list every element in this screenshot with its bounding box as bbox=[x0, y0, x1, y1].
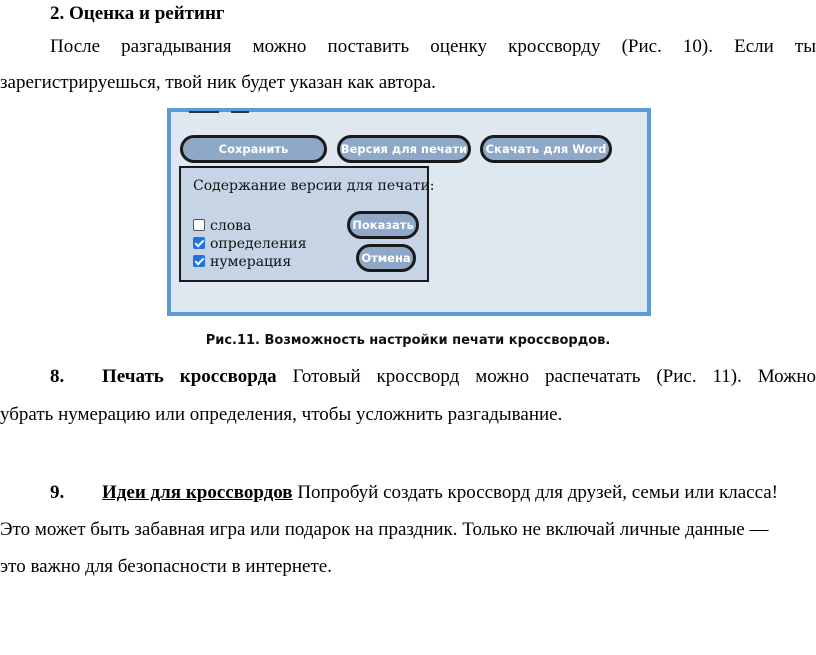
checkbox-words[interactable] bbox=[193, 219, 205, 231]
item-8-title: Печать кроссворда bbox=[102, 366, 277, 387]
option-label: определения bbox=[210, 236, 307, 252]
item-9-rest: Попробуй создать кроссворд для друзей, семьи или класса! bbox=[297, 482, 778, 503]
item-8-number: 8. bbox=[50, 366, 65, 387]
item-9-text bbox=[102, 482, 778, 504]
print-settings-screenshot bbox=[167, 108, 651, 316]
option-numbering[interactable] bbox=[193, 254, 291, 270]
intro-line-1: После разгадывания можно поставить оценку кроссворду (Рис. 10). Если ты bbox=[50, 36, 816, 57]
cropped-line bbox=[231, 111, 249, 113]
option-label: нумерация bbox=[210, 254, 292, 270]
download-word-button[interactable]: Скачать для Word bbox=[480, 135, 612, 163]
intro-line-2: зарегистрируешься, твой ник будет указан как автора. bbox=[0, 72, 436, 93]
item-8-line-2: убрать нумерацию или определения, чтобы усложнить разгадывание. bbox=[0, 404, 563, 425]
item-9-line-2: Это может быть забавная игра или подарок на праздник. Только не включай личные данные — bbox=[0, 519, 769, 540]
section-heading: 2. Оценка и рейтинг bbox=[50, 3, 225, 24]
item-8-rest: Готовый кроссворд можно распечатать (Рис. 11). Можно bbox=[292, 366, 816, 387]
show-button[interactable]: Показать bbox=[347, 211, 419, 239]
cropped-line bbox=[189, 111, 219, 113]
option-definitions[interactable] bbox=[193, 236, 307, 252]
item-9-number: 9. bbox=[50, 482, 65, 503]
cancel-button[interactable]: Отмена bbox=[356, 244, 416, 272]
print-options-panel bbox=[179, 166, 435, 282]
panel-title: Содержание версии для печати: bbox=[193, 178, 435, 194]
save-crossword-button[interactable]: Сохранить bbox=[180, 135, 327, 163]
option-label: слова bbox=[210, 218, 252, 234]
item-8-text bbox=[102, 366, 816, 388]
item-9-title: Идеи для кроссвордов bbox=[102, 482, 293, 503]
checkbox-definitions[interactable] bbox=[193, 237, 205, 249]
figure-caption: Рис.11. Возможность настройки печати кроссвордов. bbox=[205, 333, 611, 348]
item-9-line-3: это важно для безопасности в интернете. bbox=[0, 556, 332, 577]
print-version-button[interactable]: Версия для печати bbox=[337, 135, 471, 163]
option-words[interactable] bbox=[193, 218, 251, 234]
checkbox-numbering[interactable] bbox=[193, 255, 205, 267]
